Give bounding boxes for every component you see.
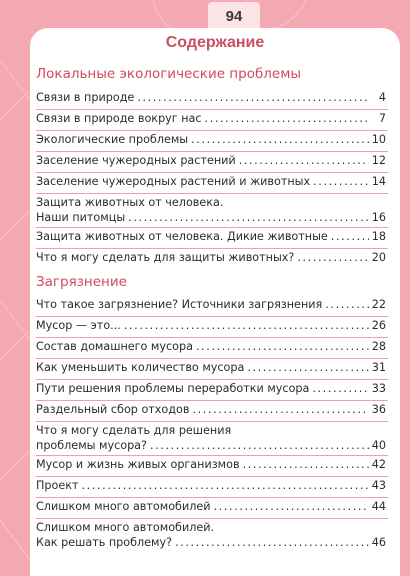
- toc-entry[interactable]: [36, 381, 386, 396]
- toc-entry-title-line1: Защита животных от человека.: [36, 196, 224, 209]
- toc-entry-title: Заселение чужеродных растений: [36, 154, 236, 167]
- toc-entry-page: 31: [371, 361, 386, 374]
- divider: [36, 518, 388, 519]
- toc-entry-page: 44: [371, 500, 386, 513]
- toc-entry[interactable]: [36, 457, 386, 472]
- toc-entry[interactable]: [36, 111, 386, 126]
- divider: [36, 358, 388, 359]
- divider: [36, 497, 388, 498]
- toc-entry-title: Наши питомцы: [36, 211, 126, 224]
- toc-entry-page: 42: [371, 458, 386, 471]
- toc-entry-title: проблемы мусора?: [36, 439, 147, 452]
- divider: [36, 316, 388, 317]
- toc-entry-title: Связи в природе: [36, 91, 135, 104]
- toc-entry[interactable]: [36, 153, 386, 168]
- page-number: 94: [208, 2, 260, 32]
- divider: [36, 400, 388, 401]
- toc-entry-title: Что я могу сделать для защиты животных?: [36, 251, 295, 264]
- toc-entry-page: 26: [371, 319, 386, 332]
- toc-entry-title: Экологические проблемы: [36, 133, 189, 146]
- toc-entry[interactable]: [36, 423, 386, 453]
- toc-entry-title-line1: Что я могу сделать для решения: [36, 424, 232, 437]
- toc-entry-page: 16: [371, 211, 386, 224]
- toc-entry-page: 12: [371, 154, 386, 167]
- toc-entry-page: 18: [371, 230, 386, 243]
- toc-entry[interactable]: [36, 360, 386, 375]
- divider: [36, 476, 388, 477]
- toc-entry-page: 20: [371, 251, 386, 264]
- page-title: Содержание: [165, 34, 265, 51]
- toc-entry-title: Проект: [36, 479, 79, 492]
- toc-entry-title-line1: Слишком много автомобилей.: [36, 521, 215, 534]
- toc-entry-page: 46: [371, 536, 386, 549]
- toc-entry[interactable]: [36, 174, 386, 189]
- divider: [36, 227, 388, 228]
- toc-entry-page: 40: [371, 439, 386, 452]
- toc-entry[interactable]: [36, 402, 386, 417]
- divider: [36, 337, 388, 338]
- toc-entry-title: Связи в природе вокруг нас: [36, 112, 202, 125]
- toc-entry-page: 10: [371, 133, 386, 146]
- toc-entry-title: Пути решения проблемы переработки мусора: [36, 382, 310, 395]
- toc-entry-page: 28: [371, 340, 386, 353]
- section-title-local-problems: Локальные экологические проблемы: [36, 66, 302, 82]
- toc-entry[interactable]: [36, 90, 386, 105]
- toc-entry[interactable]: [36, 339, 386, 354]
- divider: [36, 455, 388, 456]
- divider: [36, 193, 388, 194]
- toc-entry[interactable]: [36, 132, 386, 147]
- toc-entry-page: 36: [371, 403, 386, 416]
- toc-entry[interactable]: [36, 229, 386, 244]
- section-title-pollution: Загрязнение: [36, 274, 127, 290]
- toc-entry-title: Раздельный сбор отходов: [36, 403, 190, 416]
- toc-entry[interactable]: [36, 318, 386, 333]
- toc-entry-title: Заселение чужеродных растений и животных: [36, 175, 311, 188]
- toc-entry[interactable]: [36, 478, 386, 493]
- divider: [36, 379, 388, 380]
- toc-entry-page: 4: [378, 91, 386, 104]
- toc-entry-title: Состав домашнего мусора: [36, 340, 193, 353]
- toc-entry-page: 22: [371, 298, 386, 311]
- divider: [36, 421, 388, 422]
- toc-entry-title: Что такое загрязнение? Источники загрязнения: [36, 298, 323, 311]
- toc-entry[interactable]: [36, 250, 386, 265]
- toc-entry-title: Как решать проблему?: [36, 536, 173, 549]
- toc-entry-title: Мусор — это...: [36, 319, 121, 332]
- toc-entry-title: Мусор и жизнь живых организмов: [36, 458, 240, 471]
- divider: [36, 109, 388, 110]
- toc-entry-title: Как уменьшить количество мусора: [36, 361, 245, 374]
- divider: [36, 151, 388, 152]
- divider: [36, 130, 388, 131]
- toc-entry-title: Слишком много автомобилей: [36, 500, 211, 513]
- toc-entry-page: 43: [371, 479, 386, 492]
- toc-entry[interactable]: [36, 297, 386, 312]
- divider: [36, 172, 388, 173]
- toc-entry[interactable]: [36, 195, 386, 225]
- toc-entry-page: 7: [378, 112, 386, 125]
- toc-entry[interactable]: [36, 520, 386, 550]
- toc-entry[interactable]: [36, 499, 386, 514]
- toc-entry-title: Защита животных от человека. Дикие животные: [36, 230, 328, 243]
- divider: [36, 248, 388, 249]
- contents-sheet: [30, 28, 400, 576]
- toc-entry-page: 33: [371, 382, 386, 395]
- toc-entry-page: 14: [371, 175, 386, 188]
